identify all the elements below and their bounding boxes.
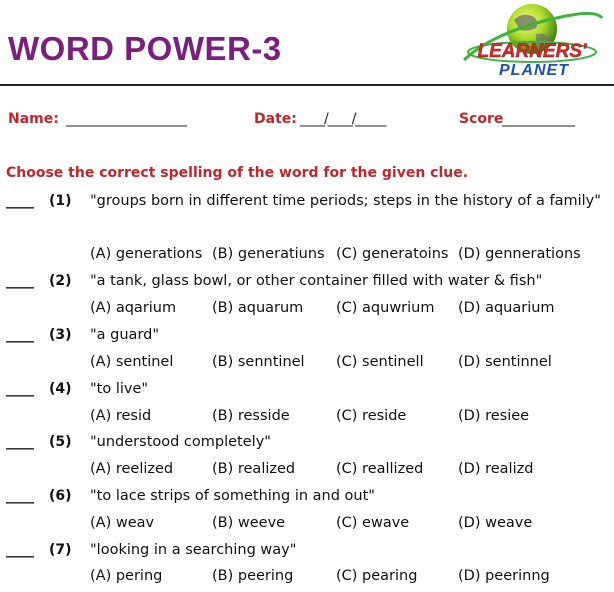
option-a[interactable]: (A) pering bbox=[90, 568, 163, 584]
answer-blank[interactable]: ____ bbox=[6, 273, 34, 289]
instructions: Choose the correct spelling of the word for the given clue. bbox=[6, 165, 469, 181]
answer-blank[interactable]: ____ bbox=[6, 488, 34, 504]
option-b[interactable]: (B) generatiuns bbox=[212, 246, 325, 262]
option-b[interactable]: (B) senntinel bbox=[212, 354, 305, 370]
option-b[interactable]: (B) realized bbox=[212, 461, 296, 477]
option-b[interactable]: (B) weeve bbox=[212, 515, 286, 531]
option-a[interactable]: (A) resid bbox=[90, 408, 152, 424]
answer-blank[interactable]: ____ bbox=[6, 542, 34, 558]
option-c[interactable]: (C) reside bbox=[336, 408, 407, 424]
question-number: (4) bbox=[49, 381, 72, 397]
logo-text-line1: LEARNERS' bbox=[477, 41, 587, 62]
name-blank[interactable]: ____________________ bbox=[66, 111, 186, 127]
option-d[interactable]: (D) sentinnel bbox=[458, 354, 552, 370]
date-label: Date: bbox=[254, 111, 297, 127]
score-blank[interactable]: ____________ bbox=[502, 111, 574, 127]
logo-text-line2: PLANET bbox=[499, 62, 569, 79]
option-b[interactable]: (B) aquarum bbox=[212, 300, 304, 316]
answer-blank[interactable]: ____ bbox=[6, 381, 34, 397]
header-divider bbox=[0, 84, 614, 86]
option-a[interactable]: (A) weav bbox=[90, 515, 155, 531]
option-d[interactable]: (D) gennerations bbox=[458, 246, 581, 262]
question-number: (3) bbox=[49, 327, 72, 343]
name-label: Name: bbox=[8, 111, 59, 127]
option-c[interactable]: (C) generatoins bbox=[336, 246, 449, 262]
option-c[interactable]: (C) pearing bbox=[336, 568, 418, 584]
option-d[interactable]: (D) peerinng bbox=[458, 568, 550, 584]
option-a[interactable]: (A) generations bbox=[90, 246, 203, 262]
question-clue: "a tank, glass bowl, or other container filled with water & fish" bbox=[90, 273, 543, 289]
question-number: (7) bbox=[49, 542, 72, 558]
option-d[interactable]: (D) aquarium bbox=[458, 300, 555, 316]
option-d[interactable]: (D) resiee bbox=[458, 408, 530, 424]
option-d[interactable]: (D) realizd bbox=[458, 461, 534, 477]
question-clue: "a guard" bbox=[90, 327, 160, 343]
question-number: (5) bbox=[49, 434, 72, 450]
answer-blank[interactable]: ____ bbox=[6, 327, 34, 343]
question-clue: "groups born in different time periods; steps in the history of a family" bbox=[90, 193, 601, 209]
option-c[interactable]: (C) sentinell bbox=[336, 354, 424, 370]
option-b[interactable]: (B) resside bbox=[212, 408, 290, 424]
student-info-row bbox=[0, 111, 614, 131]
option-b[interactable]: (B) peering bbox=[212, 568, 294, 584]
question-clue: "looking in a searching way" bbox=[90, 542, 297, 558]
question-number: (2) bbox=[49, 273, 72, 289]
option-c[interactable]: (C) ewave bbox=[336, 515, 410, 531]
worksheet-title: WORD POWER-3 bbox=[8, 30, 282, 67]
question-clue: "to live" bbox=[90, 381, 149, 397]
question-number: (1) bbox=[49, 193, 72, 209]
question-number: (6) bbox=[49, 488, 72, 504]
option-a[interactable]: (A) aqarium bbox=[90, 300, 177, 316]
option-a[interactable]: (A) reelized bbox=[90, 461, 174, 477]
option-c[interactable]: (C) aquwrium bbox=[336, 300, 435, 316]
question-clue: "to lace strips of something in and out" bbox=[90, 488, 375, 504]
option-c[interactable]: (C) reallized bbox=[336, 461, 424, 477]
score-label: Score bbox=[459, 111, 504, 127]
answer-blank[interactable]: ____ bbox=[6, 193, 34, 209]
option-d[interactable]: (D) weave bbox=[458, 515, 533, 531]
question-clue: "understood completely" bbox=[90, 434, 271, 450]
date-blank[interactable]: ____/____/_____ bbox=[300, 111, 386, 127]
option-a[interactable]: (A) sentinel bbox=[90, 354, 174, 370]
learners-planet-logo bbox=[456, 2, 608, 84]
answer-blank[interactable]: ____ bbox=[6, 434, 34, 450]
